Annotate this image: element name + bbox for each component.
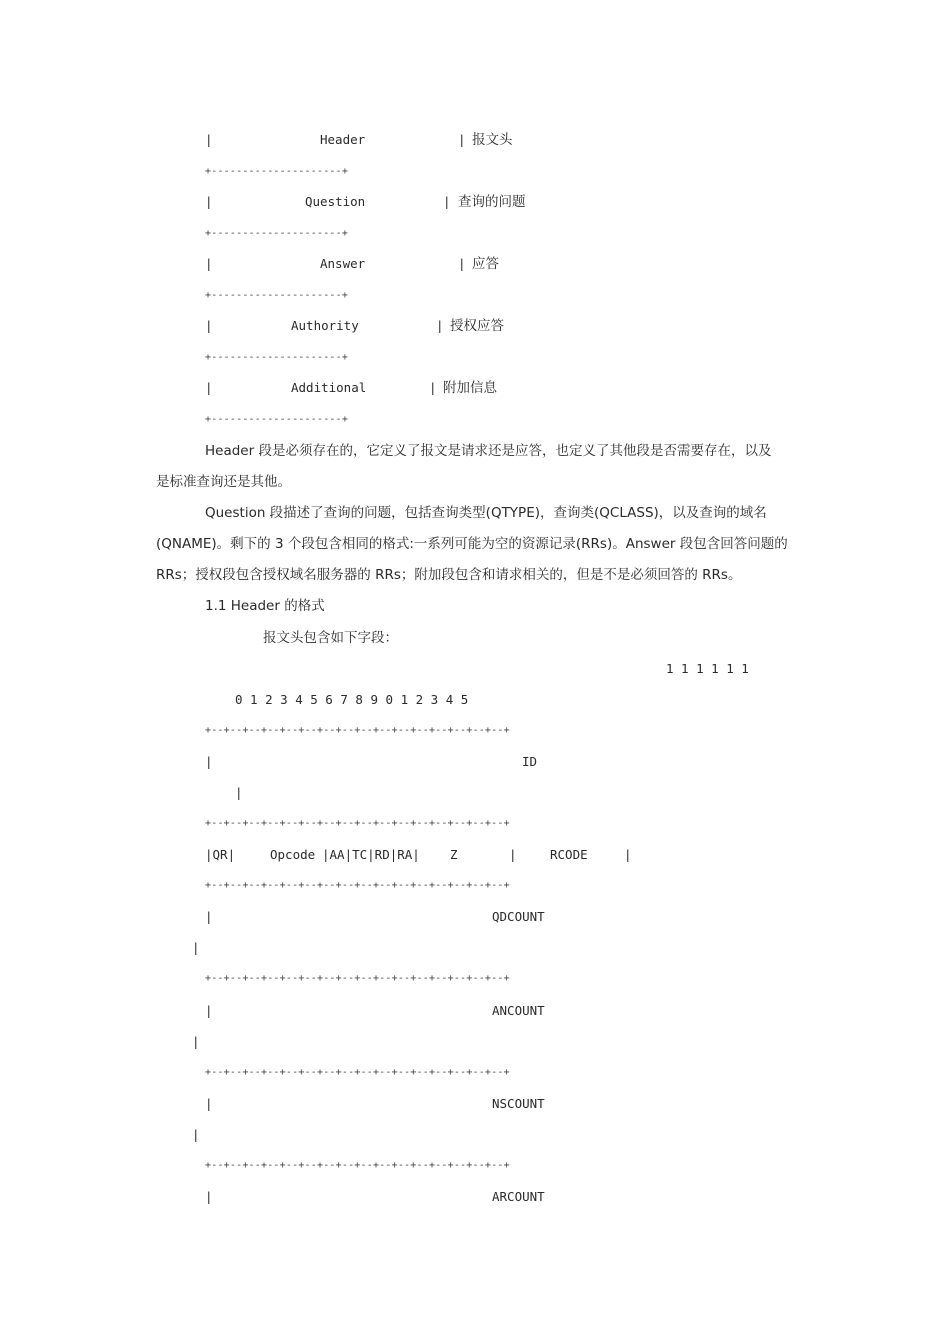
header-intro: 报文头包含如下字段： (263, 630, 398, 646)
row-left-bar: | (205, 380, 213, 395)
row-desc-answer: 应答 (472, 256, 499, 272)
diagram-bar: | (205, 1003, 213, 1018)
field-id: ID (522, 754, 538, 769)
diagram-border: +--+--+--+--+--+--+--+--+--+--+--+--+--+--+--+--+ (205, 973, 510, 984)
row-field-authority: Authority (291, 318, 359, 333)
bit-index-units: 0 1 2 3 4 5 6 7 8 9 0 1 2 3 4 5 (235, 692, 469, 707)
table-border: +---------------------+ (205, 290, 349, 301)
row-right-bar: | (458, 256, 466, 271)
flag-rcode: RCODE (550, 847, 588, 862)
bit-index-tens: 1 1 1 1 1 1 (666, 661, 749, 676)
diagram-bar: | (192, 1034, 200, 1049)
paragraph-question-line3: RRs；授权段包含授权域名服务器的 RRs；附加段包含和请求相关的，但是不是必须回答的 RRs。 (156, 567, 742, 583)
table-border: +---------------------+ (205, 166, 349, 177)
flag-opcode: Opcode (270, 847, 316, 862)
row-right-bar: | (436, 318, 444, 333)
row-left-bar: | (205, 318, 213, 333)
diagram-bar: | (192, 940, 200, 955)
field-ancount: ANCOUNT (492, 1003, 545, 1018)
paragraph-question-line2: (QNAME)。剩下的 3 个段包含相同的格式:一系列可能为空的资源记录(RRs)。Answer 段包含回答问题的 (156, 536, 788, 552)
flag-aa-tc-rd-ra: |AA|TC|RD|RA| (322, 847, 420, 862)
table-border: +---------------------+ (205, 414, 349, 425)
diagram-bar: | (205, 754, 213, 769)
row-left-bar: | (205, 194, 213, 209)
row-field-question: Question (305, 194, 366, 209)
diagram-bar: | (624, 847, 632, 862)
row-right-bar: | (429, 380, 437, 395)
diagram-border: +--+--+--+--+--+--+--+--+--+--+--+--+--+--+--+--+ (205, 818, 510, 829)
diagram-bar: | (205, 1189, 213, 1204)
field-arcount: ARCOUNT (492, 1189, 545, 1204)
paragraph-header-line2: 是标准查询还是其他。 (156, 474, 291, 490)
field-qdcount: QDCOUNT (492, 909, 545, 924)
row-desc-question: 查询的问题 (458, 194, 526, 210)
diagram-border: +--+--+--+--+--+--+--+--+--+--+--+--+--+--+--+--+ (205, 880, 510, 891)
row-right-bar: | (443, 194, 451, 209)
diagram-border: +--+--+--+--+--+--+--+--+--+--+--+--+--+--+--+--+ (205, 1067, 510, 1078)
row-desc-header: 报文头 (472, 132, 513, 148)
row-right-bar: | (458, 132, 466, 147)
section-heading: 1.1 Header 的格式 (205, 598, 325, 614)
paragraph-header-line1: Header 段是必须存在的，它定义了报文是请求还是应答，也定义了其他段是否需要存在，以及 (205, 443, 772, 459)
table-border: +---------------------+ (205, 228, 349, 239)
row-field-answer: Answer (320, 256, 366, 271)
row-field-header: Header (320, 132, 366, 147)
row-desc-additional: 附加信息 (443, 380, 497, 396)
diagram-bar: | (205, 909, 213, 924)
diagram-bar: | (509, 847, 517, 862)
row-left-bar: | (205, 256, 213, 271)
diagram-bar: | (205, 1096, 213, 1111)
diagram-bar: | (235, 785, 243, 800)
flag-z: Z (450, 847, 458, 862)
table-border: +---------------------+ (205, 352, 349, 363)
diagram-border: +--+--+--+--+--+--+--+--+--+--+--+--+--+--+--+--+ (205, 725, 510, 736)
row-desc-authority: 授权应答 (450, 318, 504, 334)
paragraph-question-line1: Question 段描述了查询的问题，包括查询类型(QTYPE)，查询类(QCLASS)，以及查询的域名 (205, 505, 767, 521)
row-field-additional: Additional (291, 380, 367, 395)
row-left-bar: | (205, 132, 213, 147)
flag-qr: |QR| (205, 847, 236, 862)
diagram-border: +--+--+--+--+--+--+--+--+--+--+--+--+--+--+--+--+ (205, 1160, 510, 1171)
diagram-bar: | (192, 1127, 200, 1142)
field-nscount: NSCOUNT (492, 1096, 545, 1111)
